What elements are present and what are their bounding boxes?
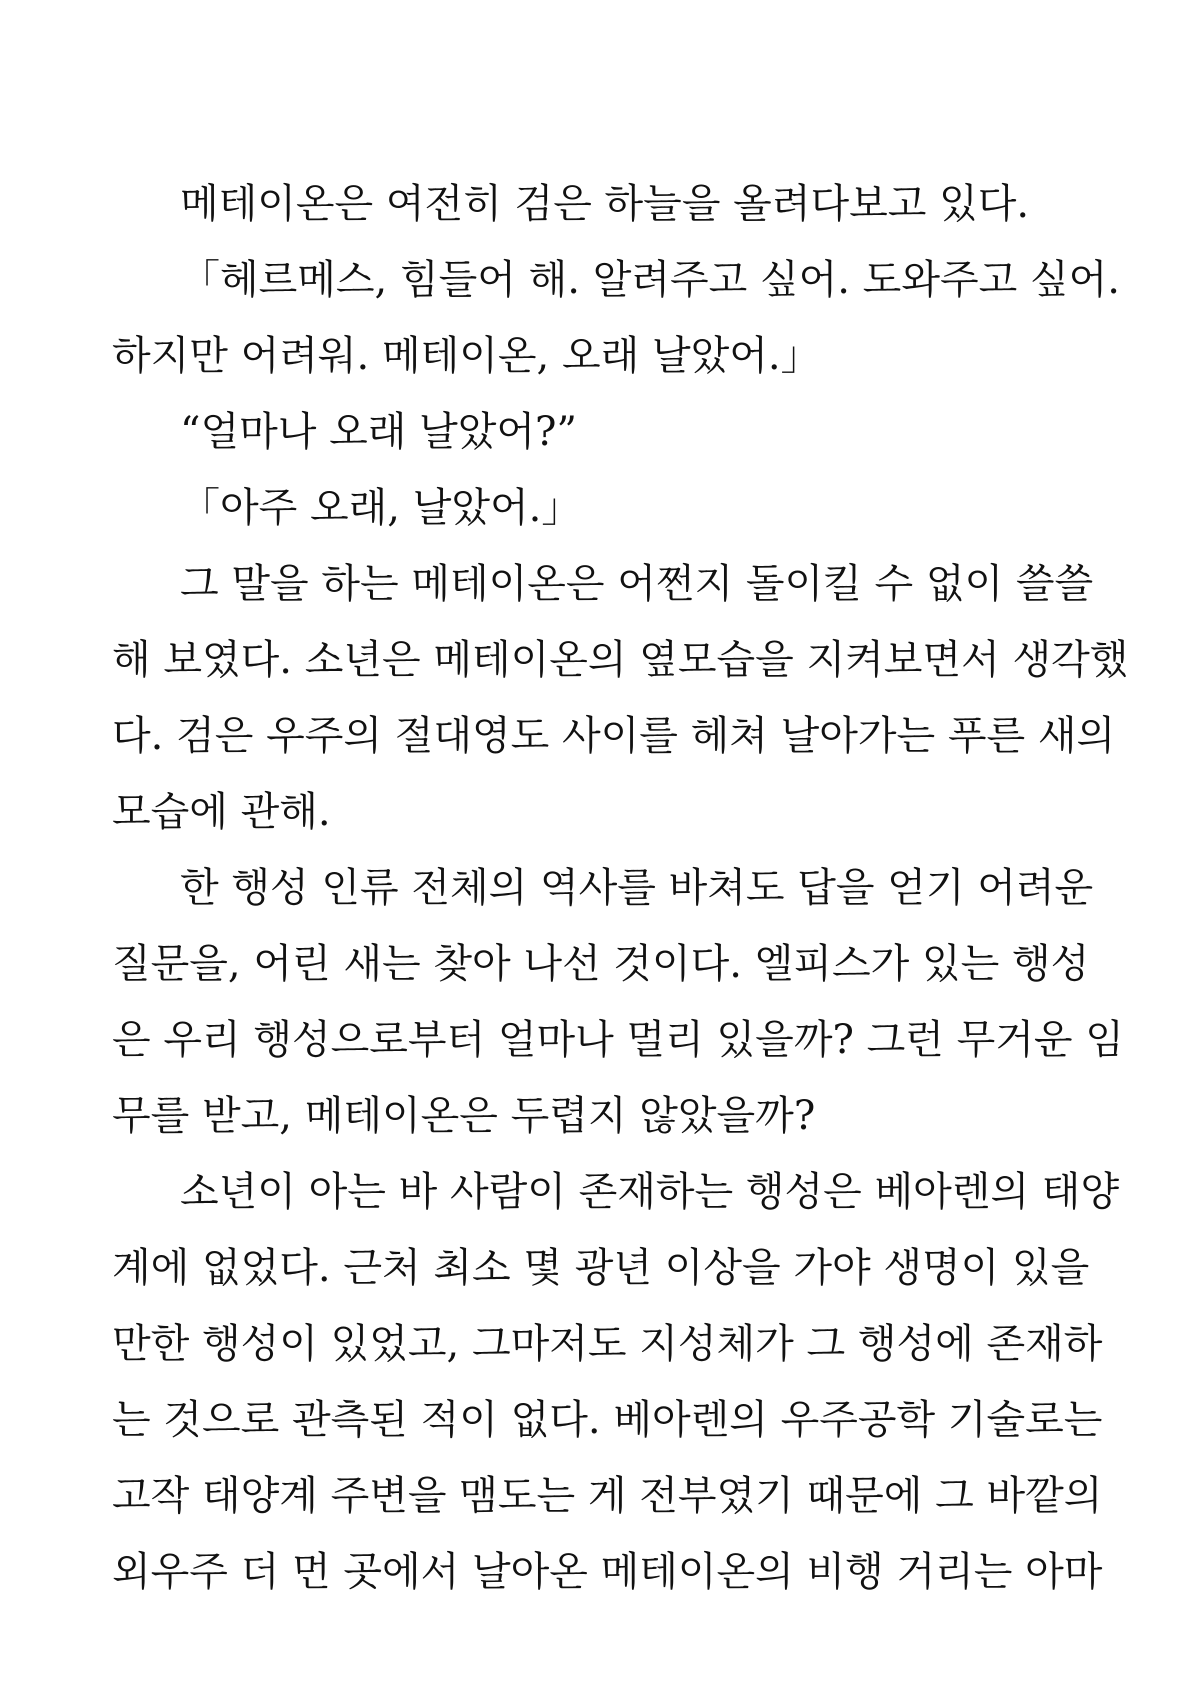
text-line: 하지만 어려워. 메테이온, 오래 날았어.」 xyxy=(112,333,821,379)
text-line: 는 것으로 관측된 적이 없다. 베아렌의 우주공학 기술로는 xyxy=(112,1397,1103,1443)
paragraph-4 xyxy=(112,470,1078,546)
text-line: “얼마나 오래 날았어?” xyxy=(180,409,577,455)
paragraph-5 xyxy=(112,546,1129,850)
text-line: 고작 태양계 주변을 맴도는 게 전부였기 때문에 그 바깥의 xyxy=(112,1473,1103,1519)
text-line: 다. 검은 우주의 절대영도 사이를 헤쳐 날아가는 푸른 새의 xyxy=(112,713,1116,759)
paragraph-2 xyxy=(112,242,1120,394)
paragraph-6 xyxy=(112,850,1124,1154)
text-line: 메테이온은 여전히 검은 하늘을 올려다보고 있다. xyxy=(180,181,1030,227)
text-line: 소년이 아는 바 사람이 존재하는 행성은 베아렌의 태양 xyxy=(180,1169,1120,1215)
text-line: 해 보였다. 소년은 메테이온의 옆모습을 지켜보면서 생각했 xyxy=(112,637,1129,683)
paragraph-7 xyxy=(112,1154,1120,1610)
text-line: 한 행성 인류 전체의 역사를 바쳐도 답을 얻기 어려운 xyxy=(180,865,1094,911)
paragraph-1 xyxy=(112,166,1078,242)
paragraph-3 xyxy=(112,394,1078,470)
text-line: 「헤르메스, 힘들어 해. 알려주고 싶어. 도와주고 싶어. xyxy=(180,257,1120,303)
text-line: 만한 행성이 있었고, 그마저도 지성체가 그 행성에 존재하 xyxy=(112,1321,1103,1367)
text-line: 외우주 더 먼 곳에서 날아온 메테이온의 비행 거리는 아마 xyxy=(112,1549,1103,1595)
text-line: 계에 없었다. 근처 최소 몇 광년 이상을 가야 생명이 있을 xyxy=(112,1245,1090,1291)
body-text xyxy=(112,166,1129,1610)
text-line: 「아주 오래, 날았어.」 xyxy=(180,485,582,531)
text-line: 그 말을 하는 메테이온은 어쩐지 돌이킬 수 없이 쓸쓸 xyxy=(180,561,1094,607)
text-line: 은 우리 행성으로부터 얼마나 멀리 있을까? 그런 무거운 임 xyxy=(112,1017,1124,1063)
text-line: 무를 받고, 메테이온은 두렵지 않았을까? xyxy=(112,1093,816,1139)
text-line: 모습에 관해. xyxy=(112,789,331,835)
text-line: 질문을, 어린 새는 찾아 나선 것이다. 엘피스가 있는 행성 xyxy=(112,941,1090,987)
